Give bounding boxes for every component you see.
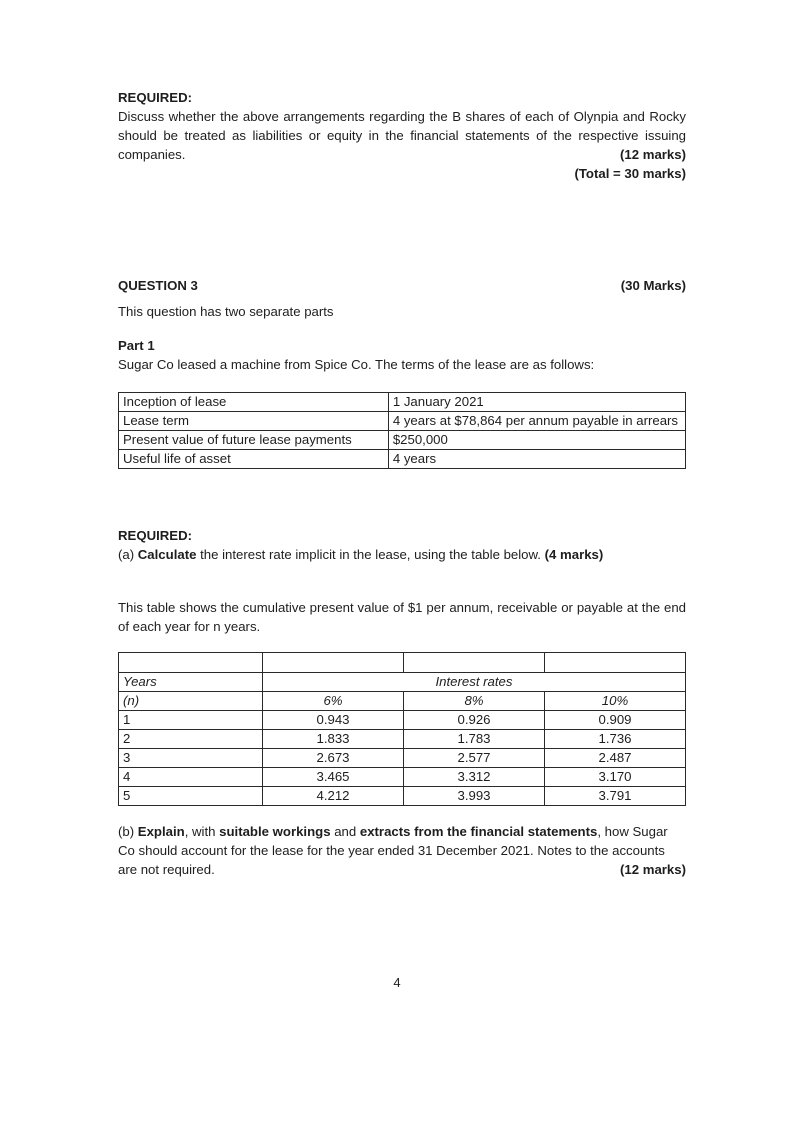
interest-rates-label: Interest rates	[263, 673, 686, 692]
part-b	[118, 822, 686, 879]
question-intro: This question has two separate parts	[118, 304, 334, 319]
question-header	[118, 276, 686, 295]
lease-label: Useful life of asset	[119, 450, 389, 469]
table-row	[119, 393, 686, 412]
table-row	[119, 431, 686, 450]
marks-label: (12 marks)	[620, 147, 686, 162]
question-title: QUESTION 3	[118, 278, 198, 293]
table-intro: This table shows the cumulative present value of $1 per annum, receivable or payable at the end of each year for n years.	[118, 600, 686, 634]
part1-text: Sugar Co leased a machine from Spice Co. The terms of the lease are as follows:	[118, 357, 595, 372]
table-row-blank	[119, 653, 686, 673]
lease-terms-table	[118, 392, 686, 469]
part-b-text: (b) Explain, with suitable workings and extracts from the financial statements, how Sugar Co should account for the lease for the year ended 31 December 2021. Notes to the accounts are not required.	[118, 824, 668, 877]
table-row: 3 2.673 2.577 2.487	[119, 749, 686, 768]
lease-value: 4 years	[388, 450, 685, 469]
table-header-row	[119, 673, 686, 692]
table-row	[119, 450, 686, 469]
lease-label: Lease term	[119, 412, 389, 431]
page-number: 4	[393, 975, 401, 990]
rate-header: 10%	[545, 692, 686, 711]
n-label: (n)	[119, 692, 263, 711]
table-row	[119, 412, 686, 431]
part-a-marks: (4 marks)	[544, 547, 604, 562]
lease-value: $250,000	[388, 431, 685, 450]
lease-label: Present value of future lease payments	[119, 431, 389, 450]
part1-heading: Part 1	[118, 338, 155, 353]
present-value-table	[118, 652, 686, 806]
table-row: 2 1.833 1.783 1.736	[119, 730, 686, 749]
years-label: Years	[119, 673, 263, 692]
rate-header: 8%	[404, 692, 545, 711]
lease-label: Inception of lease	[119, 393, 389, 412]
required-heading: REQUIRED:	[118, 528, 192, 543]
total-marks-label: (Total = 30 marks)	[574, 166, 686, 181]
question-marks: (30 Marks)	[620, 278, 686, 293]
table-header-row	[119, 692, 686, 711]
lease-value: 1 January 2021	[388, 393, 685, 412]
table-row: 5 4.212 3.993 3.791	[119, 787, 686, 806]
required-text: Discuss whether the above arrangements regarding the B shares of each of Olynpia and Rocky should be treated as liabilities or equity in the financial statements of the respective issuing companies.	[118, 109, 686, 162]
table-row: 1 0.943 0.926 0.909	[119, 711, 686, 730]
table-row: 4 3.465 3.312 3.170	[119, 768, 686, 787]
required-heading: REQUIRED:	[118, 90, 192, 105]
part-a-text: (a) Calculate the interest rate implicit in the lease, using the table below. (4 marks)	[118, 547, 604, 562]
rate-header: 6%	[263, 692, 404, 711]
previous-question-required	[118, 88, 686, 183]
lease-value: 4 years at $78,864 per annum payable in arrears	[388, 412, 685, 431]
part-b-marks: (12 marks)	[620, 862, 686, 877]
